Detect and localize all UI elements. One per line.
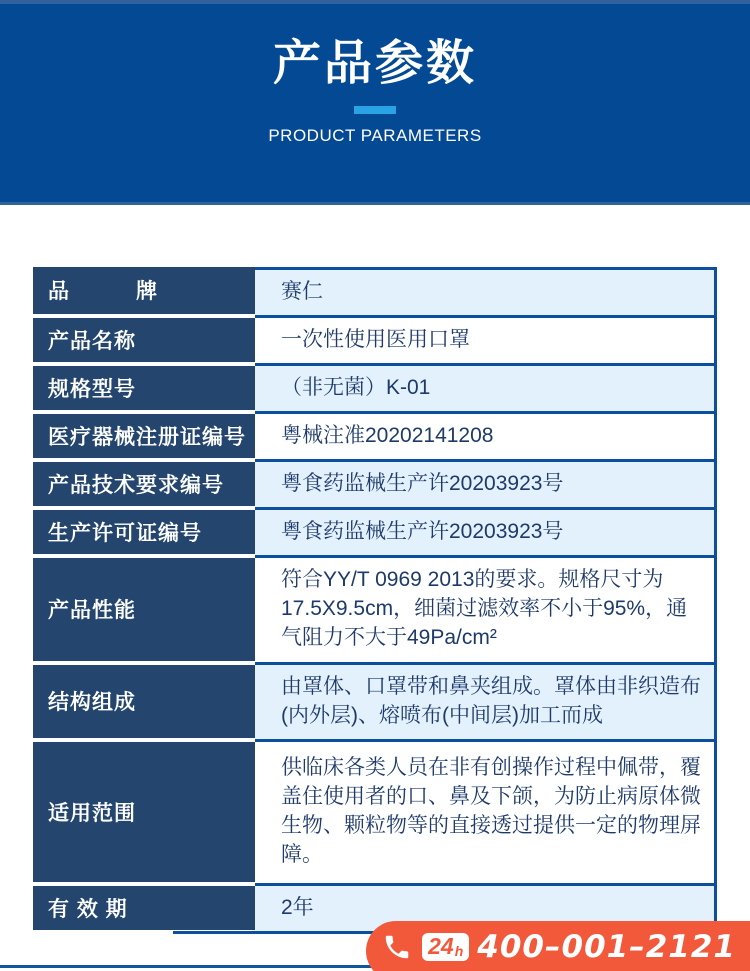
title-underline [354, 106, 396, 114]
header-banner [0, 0, 750, 205]
row-value: 粤食药监械生产许20203923号 [255, 510, 717, 558]
table-row [33, 742, 717, 886]
row-label: 医疗器械注册证编号 [33, 414, 255, 458]
page-title: 产品参数 [272, 37, 477, 90]
table-row [33, 462, 717, 510]
row-value: 一次性使用医用口罩 [255, 318, 717, 366]
24h-badge [422, 933, 469, 961]
parameters-table [33, 267, 717, 934]
row-value: 赛仁 [255, 267, 717, 318]
banner-bottom-strip [0, 202, 750, 205]
table-row [33, 366, 717, 414]
row-label: 品 牌 [33, 267, 255, 314]
row-label: 适用范围 [33, 742, 255, 882]
table-row [33, 665, 717, 742]
page-subtitle: PRODUCT PARAMETERS [268, 125, 482, 145]
table-row [33, 414, 717, 462]
table-row [33, 318, 717, 366]
row-value: 粤械注准20202141208 [255, 414, 717, 462]
row-value: 由罩体、口罩带和鼻夹组成。罩体由非织造布(内外层)、熔喷布(中间层)加工而成 [255, 665, 717, 742]
table-bottom-accent [173, 931, 255, 934]
table-row [33, 558, 717, 665]
row-label: 产品名称 [33, 318, 255, 362]
phone-icon [380, 930, 414, 964]
hotline-number: 400–001–2121 [477, 929, 736, 965]
table-row [33, 267, 717, 318]
24h-badge-number: 24 [428, 933, 454, 959]
row-label: 生产许可证编号 [33, 510, 255, 554]
row-label: 产品技术要求编号 [33, 462, 255, 506]
row-value: 供临床各类人员在非有创操作过程中佩带，覆盖住使用者的口、鼻及下颌，为防止病原体微生物、颗粒物等的直接透过提供一定的物理屏障。 [255, 742, 717, 886]
row-value: 粤食药监械生产许20203923号 [255, 462, 717, 510]
row-label: 结构组成 [33, 665, 255, 738]
row-value: 符合YY/T 0969 2013的要求。规格尺寸为17.5X9.5cm，细菌过滤效率不小于95%，通气阻力不大于49Pa/cm² [255, 558, 717, 665]
hotline-banner[interactable] [366, 921, 750, 971]
row-value: （非无菌）K-01 [255, 366, 717, 414]
table-row [33, 510, 717, 558]
row-label: 有 效 期 [33, 886, 255, 930]
row-label: 规格型号 [33, 366, 255, 410]
24h-badge-unit: h [454, 943, 464, 959]
row-value: 2年 [255, 886, 717, 934]
row-label: 产品性能 [33, 558, 255, 661]
banner-top-strip [0, 0, 750, 4]
